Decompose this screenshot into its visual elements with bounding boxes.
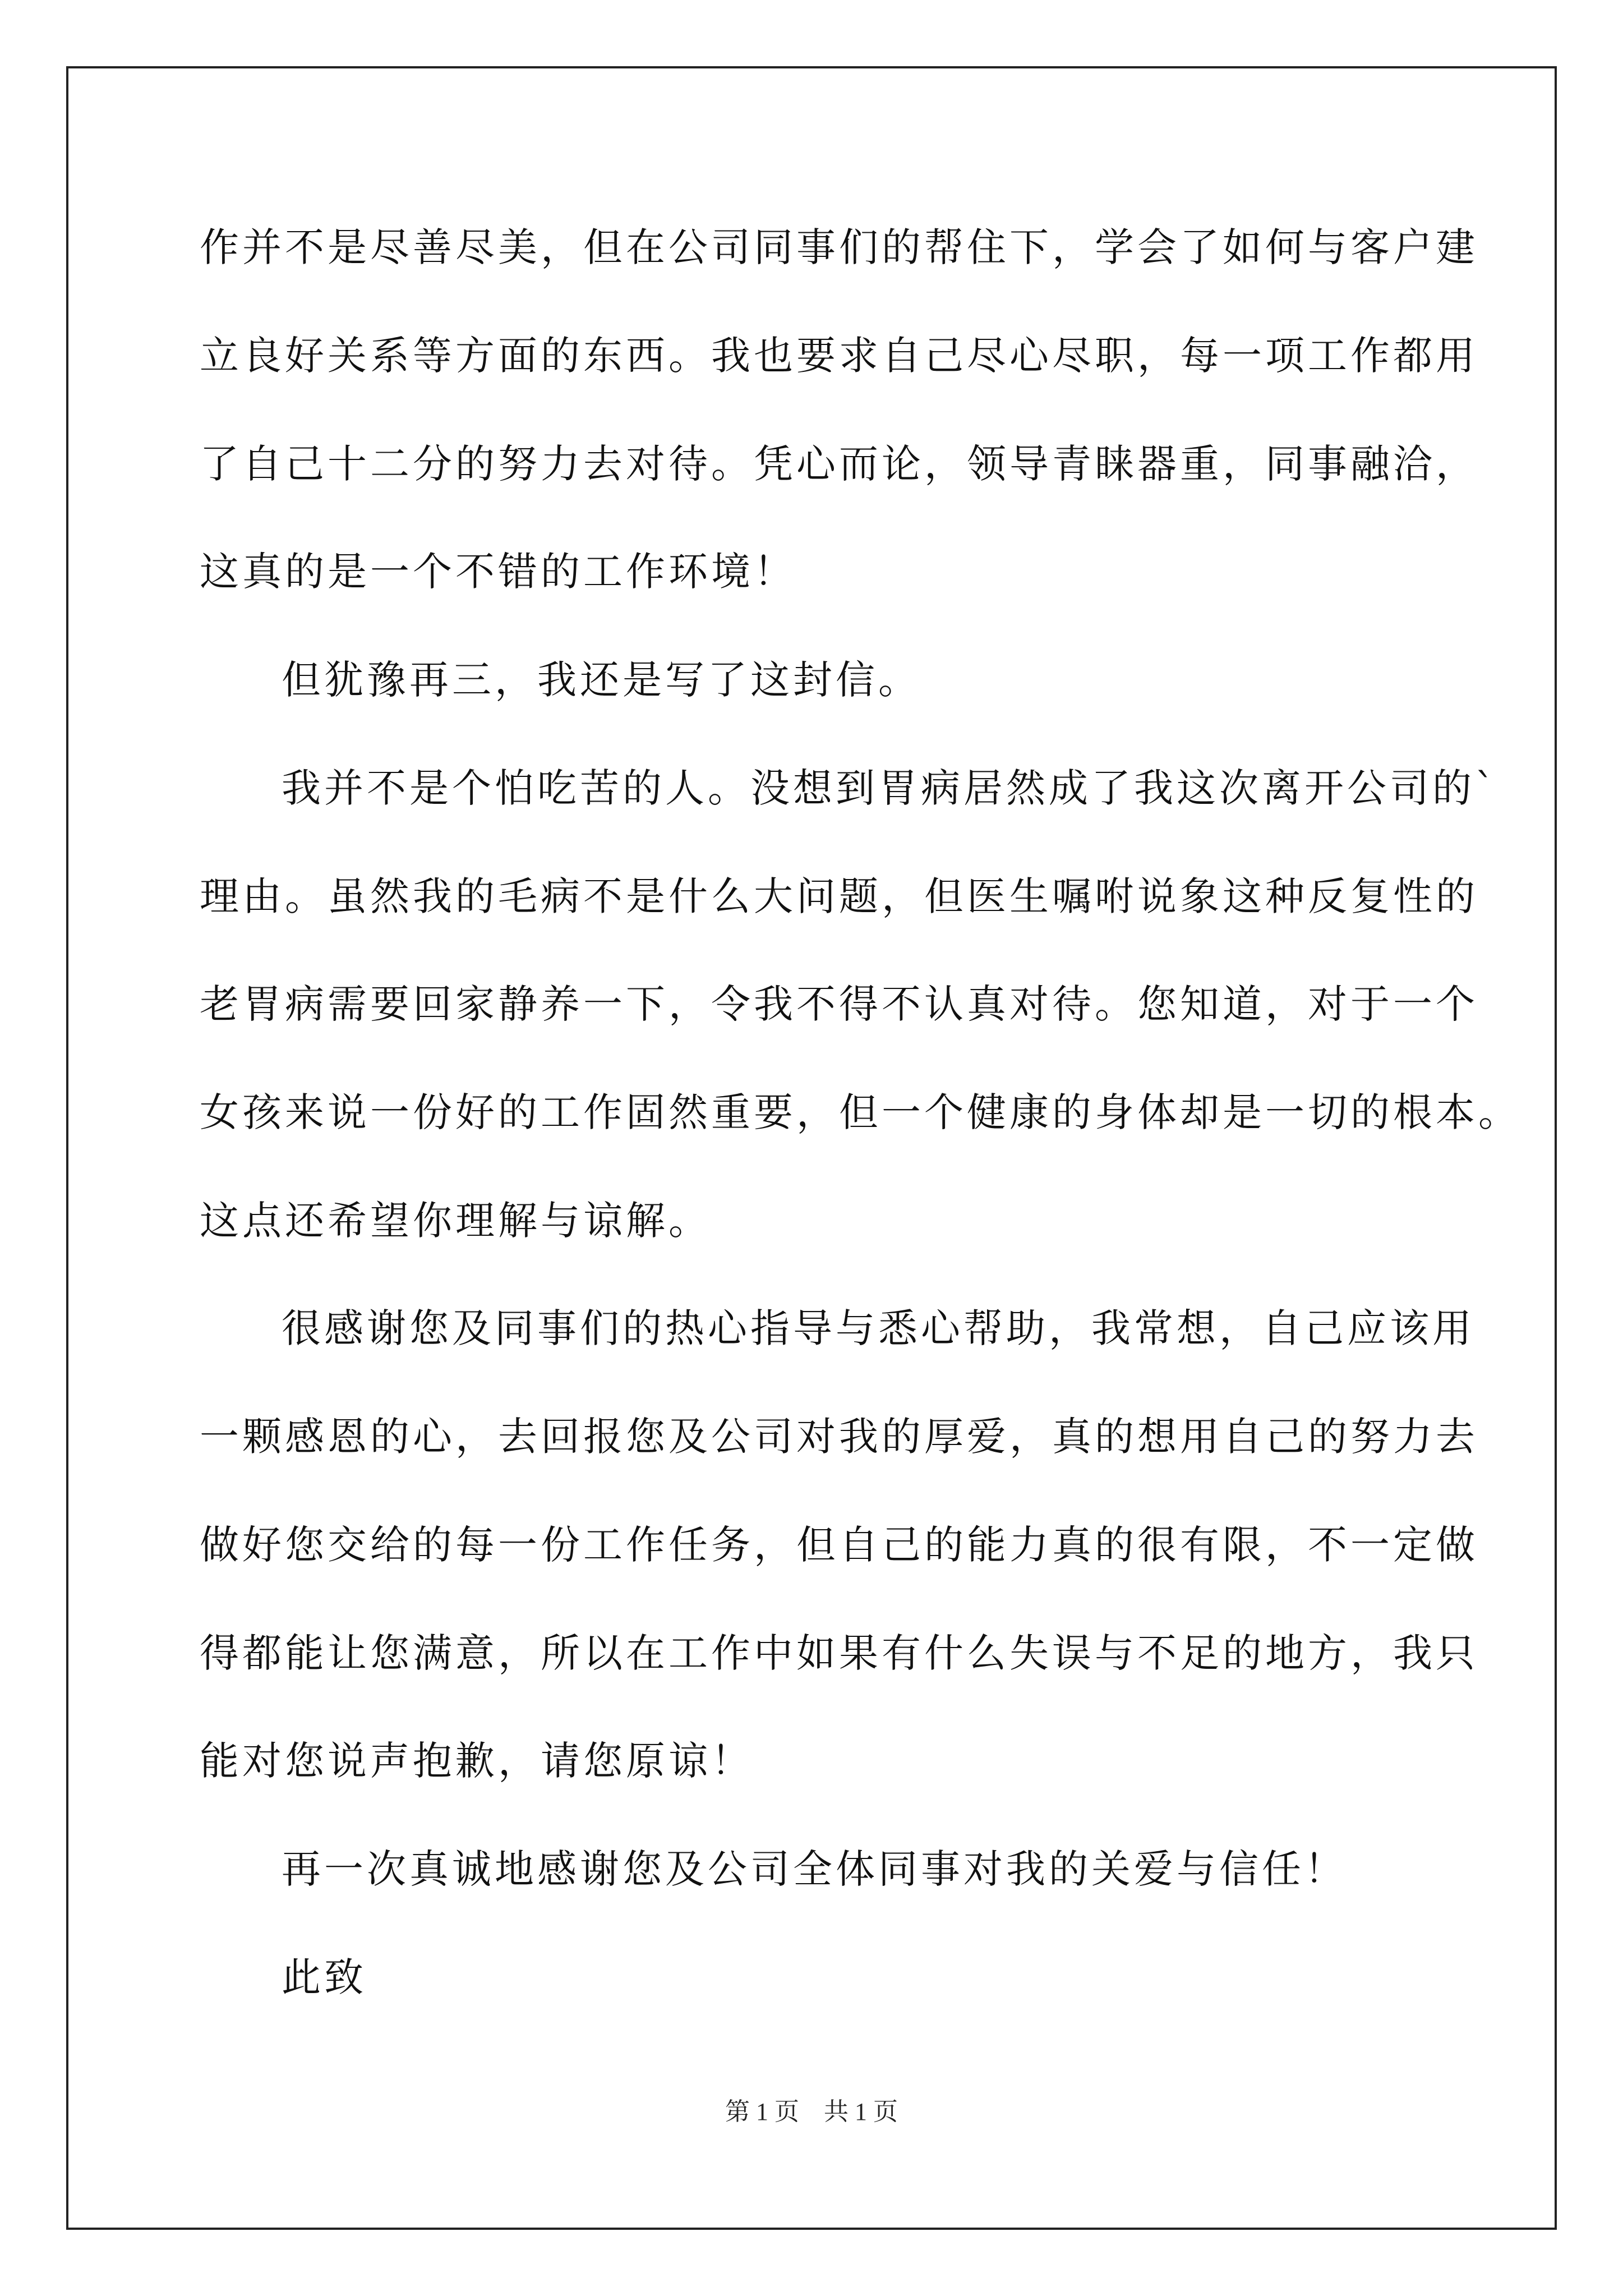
text-line: 一颗感恩的心，去回报您及公司对我的厚爱，真的想用自己的努力去 (200, 1414, 1478, 1460)
text-line: 这真的是一个不错的工作环境！ (200, 549, 796, 595)
page-number-footer: 第 1 页 共 1 页 (725, 2098, 898, 2125)
text-line: 这点还希望你理解与谅解。 (200, 1198, 711, 1244)
text-line: 老胃病需要回家静养一下，令我不得不认真对待。您知道，对于一个 (200, 981, 1478, 1027)
text-line: 能对您说声抱歉，请您原谅！ (200, 1738, 754, 1784)
paragraph-start-line: 我并不是个怕吃苦的人。没想到胃病居然成了我这次离开公司的` (282, 765, 1498, 811)
text-line: 做好您交给的每一份工作任务，但自己的能力真的很有限，不一定做 (200, 1522, 1478, 1568)
closing-salutation: 此致 (282, 1954, 367, 2000)
text-line: 得都能让您满意，所以在工作中如果有什么失误与不足的地方，我只 (200, 1630, 1478, 1676)
text-line: 女孩来说一份好的工作固然重要，但一个健康的身体却是一切的根本。 (200, 1089, 1521, 1135)
text-line: 了自己十二分的努力去对待。凭心而论，领导青睐器重，同事融洽， (200, 441, 1478, 487)
text-line: 作并不是尽善尽美，但在公司同事们的帮住下，学会了如何与客户建 (200, 224, 1478, 270)
paragraph-start-line: 再一次真诚地感谢您及公司全体同事对我的关爱与信任！ (282, 1846, 1347, 1892)
page-border (66, 66, 1557, 2230)
text-line: 立良好关系等方面的东西。我也要求自己尽心尽职，每一项工作都用 (200, 333, 1478, 379)
paragraph-start-line: 很感谢您及同事们的热心指导与悉心帮助，我常想，自己应该用 (282, 1305, 1475, 1351)
paragraph-start-line: 但犹豫再三，我还是写了这封信。 (282, 657, 921, 703)
text-line: 理由。虽然我的毛病不是什么大问题，但医生嘱咐说象这种反复性的 (200, 873, 1478, 919)
